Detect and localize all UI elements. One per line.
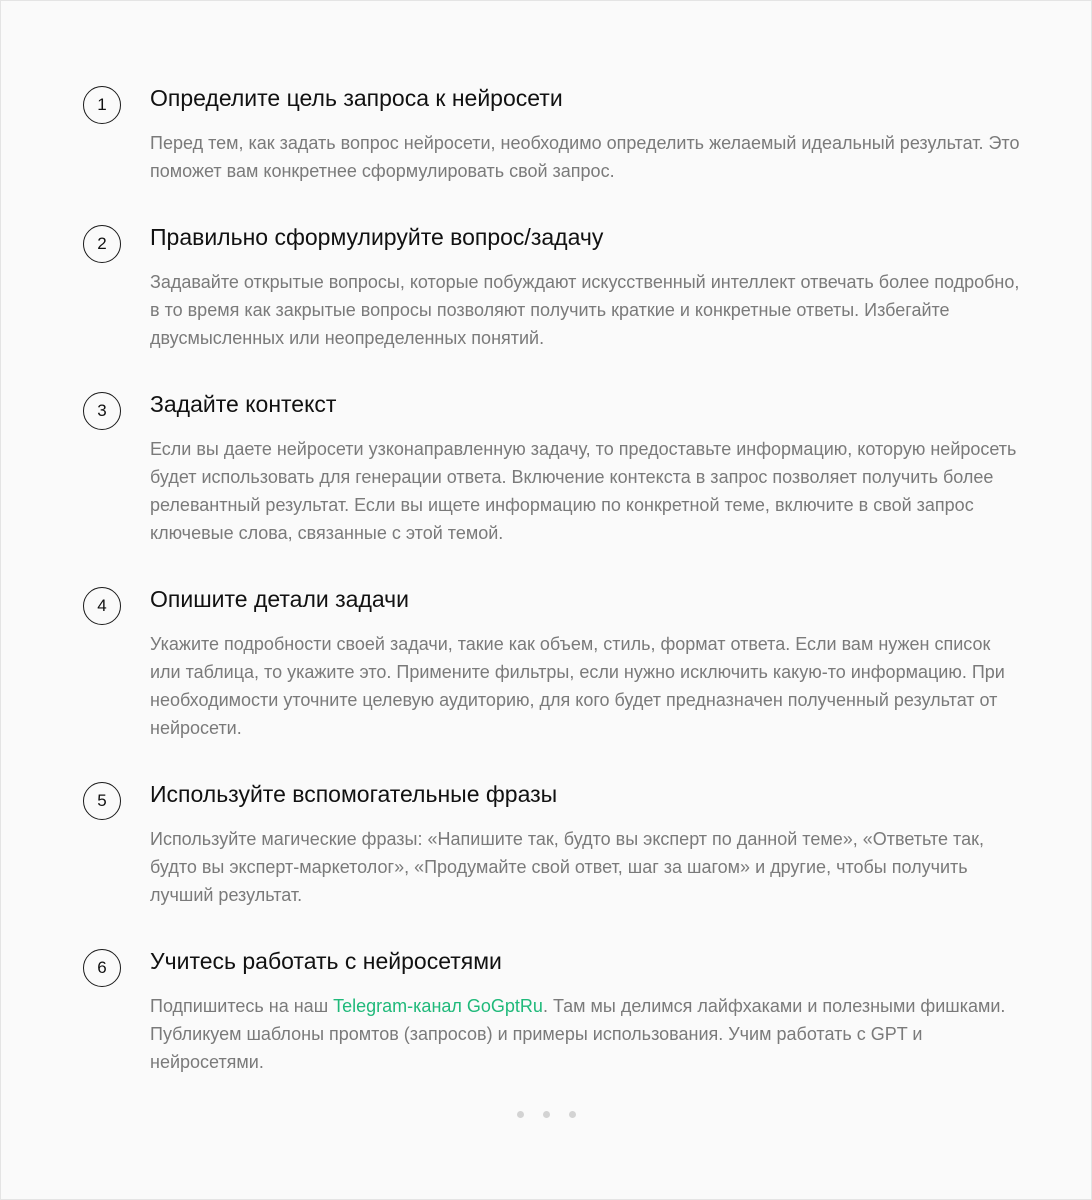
step-number-badge: 6 — [83, 949, 121, 987]
step-title: Учитесь работать с нейросетями — [150, 948, 502, 974]
step-title: Правильно сформулируйте вопрос/задачу — [150, 224, 604, 250]
step-number-badge: 2 — [83, 225, 121, 263]
step-description — [150, 992, 1020, 1076]
step-description: Задавайте открытые вопросы, которые побуждают искусственный интеллект отвечать более подробно, в то время как закрытые вопросы позволяют получить краткие и конкретные ответы. Избегайте двусмысленных или неопределенных понятий. — [150, 272, 1020, 348]
step-description: Перед тем, как задать вопрос нейросети, необходимо определить желаемый идеальный результат. Это поможет вам конкретнее сформулировать свой запрос. — [150, 133, 1020, 181]
step-title: Используйте вспомогательные фразы — [150, 781, 558, 807]
step-text-before-link: Подпишитесь на наш — [150, 996, 334, 1016]
pagination-dot[interactable] — [543, 1111, 550, 1118]
step-number-badge: 1 — [83, 86, 121, 124]
pagination-dot[interactable] — [517, 1111, 524, 1118]
step-title: Определите цель запроса к нейросети — [150, 85, 563, 111]
step-description: Используйте магические фразы: «Напишите так, будто вы эксперт по данной теме», «Ответьте так, будто вы эксперт-маркетолог», «Продумайте свой ответ, шаг за шагом» и другие, чтобы получить лучший результат. — [150, 829, 984, 905]
telegram-channel-link[interactable]: Telegram-канал GoGptRu — [333, 996, 543, 1016]
step-title: Задайте контекст — [150, 391, 337, 417]
pagination-dot[interactable] — [569, 1111, 576, 1118]
step-number-badge: 3 — [83, 392, 121, 430]
step-number-badge: 5 — [83, 782, 121, 820]
step-number-badge: 4 — [83, 587, 121, 625]
step-title: Опишите детали задачи — [150, 586, 409, 612]
pagination-dots — [1, 1111, 1091, 1118]
step-description: Укажите подробности своей задачи, такие как объем, стиль, формат ответа. Если вам нужен список или таблица, то укажите это. Примените фильтры, если нужно исключить какую-то информацию. При необходимости уточните целевую аудиторию, для кого будет предназначен полученный результат от нейросети. — [150, 634, 1005, 738]
step-text-after-link: . Там мы делимся лайфхаками и полезными фишками. Публикуем шаблоны промтов (запросов) и примеры использования. Учим работать с GPT и нейросетями. — [150, 996, 1006, 1072]
step-description: Если вы даете нейросети узконаправленную задачу, то предоставьте информацию, которую нейросеть будет использовать для генерации ответа. Включение контекста в запрос позволяет получить более релевантный результат. Если вы ищете информацию по конкретной теме, включите в свой запрос ключевые слова, связанные с этой темой. — [150, 439, 1017, 543]
